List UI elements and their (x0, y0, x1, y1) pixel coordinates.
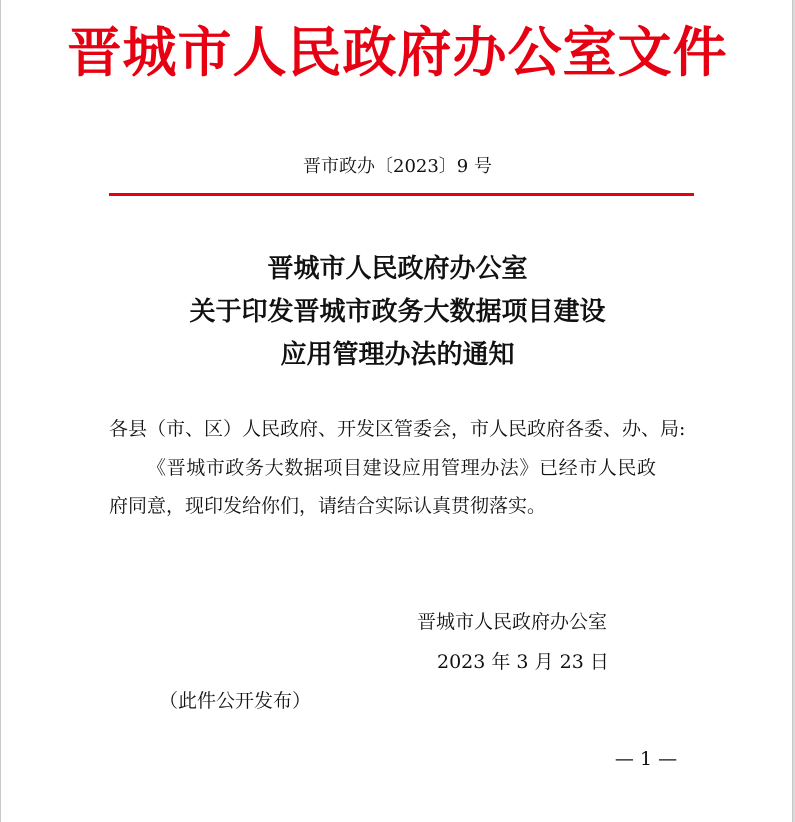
issue-date: 2023 年 3 月 23 日 (437, 651, 609, 673)
body-paragraph-line-2: 府同意，现印发给你们，请结合实际认真贯彻落实。 (109, 495, 547, 517)
notice-title-line-1: 晋城市人民政府办公室 (267, 254, 528, 284)
body-paragraph-line-1: 《晋城市政务大数据项目建设应用管理办法》已经市人民政 (147, 457, 657, 479)
addressee-line: 各县（市、区）人民政府、开发区管委会，市人民政府各委、办、局: (109, 418, 686, 440)
page-number: — 1 — (614, 748, 678, 770)
notice-title-line-2: 关于印发晋城市政务大数据项目建设 (189, 297, 606, 327)
notice-title-line-3: 应用管理办法的通知 (280, 340, 515, 370)
red-separator-rule (109, 193, 694, 196)
disclosure-note: （此件公开发布） (159, 690, 312, 712)
document-header-title: 晋城市人民政府办公室文件 (67, 20, 728, 84)
notice-title (1, 248, 794, 377)
document-number: 晋市政办〔2023〕9 号 (303, 156, 492, 177)
issuer-signature: 晋城市人民政府办公室 (417, 611, 608, 633)
